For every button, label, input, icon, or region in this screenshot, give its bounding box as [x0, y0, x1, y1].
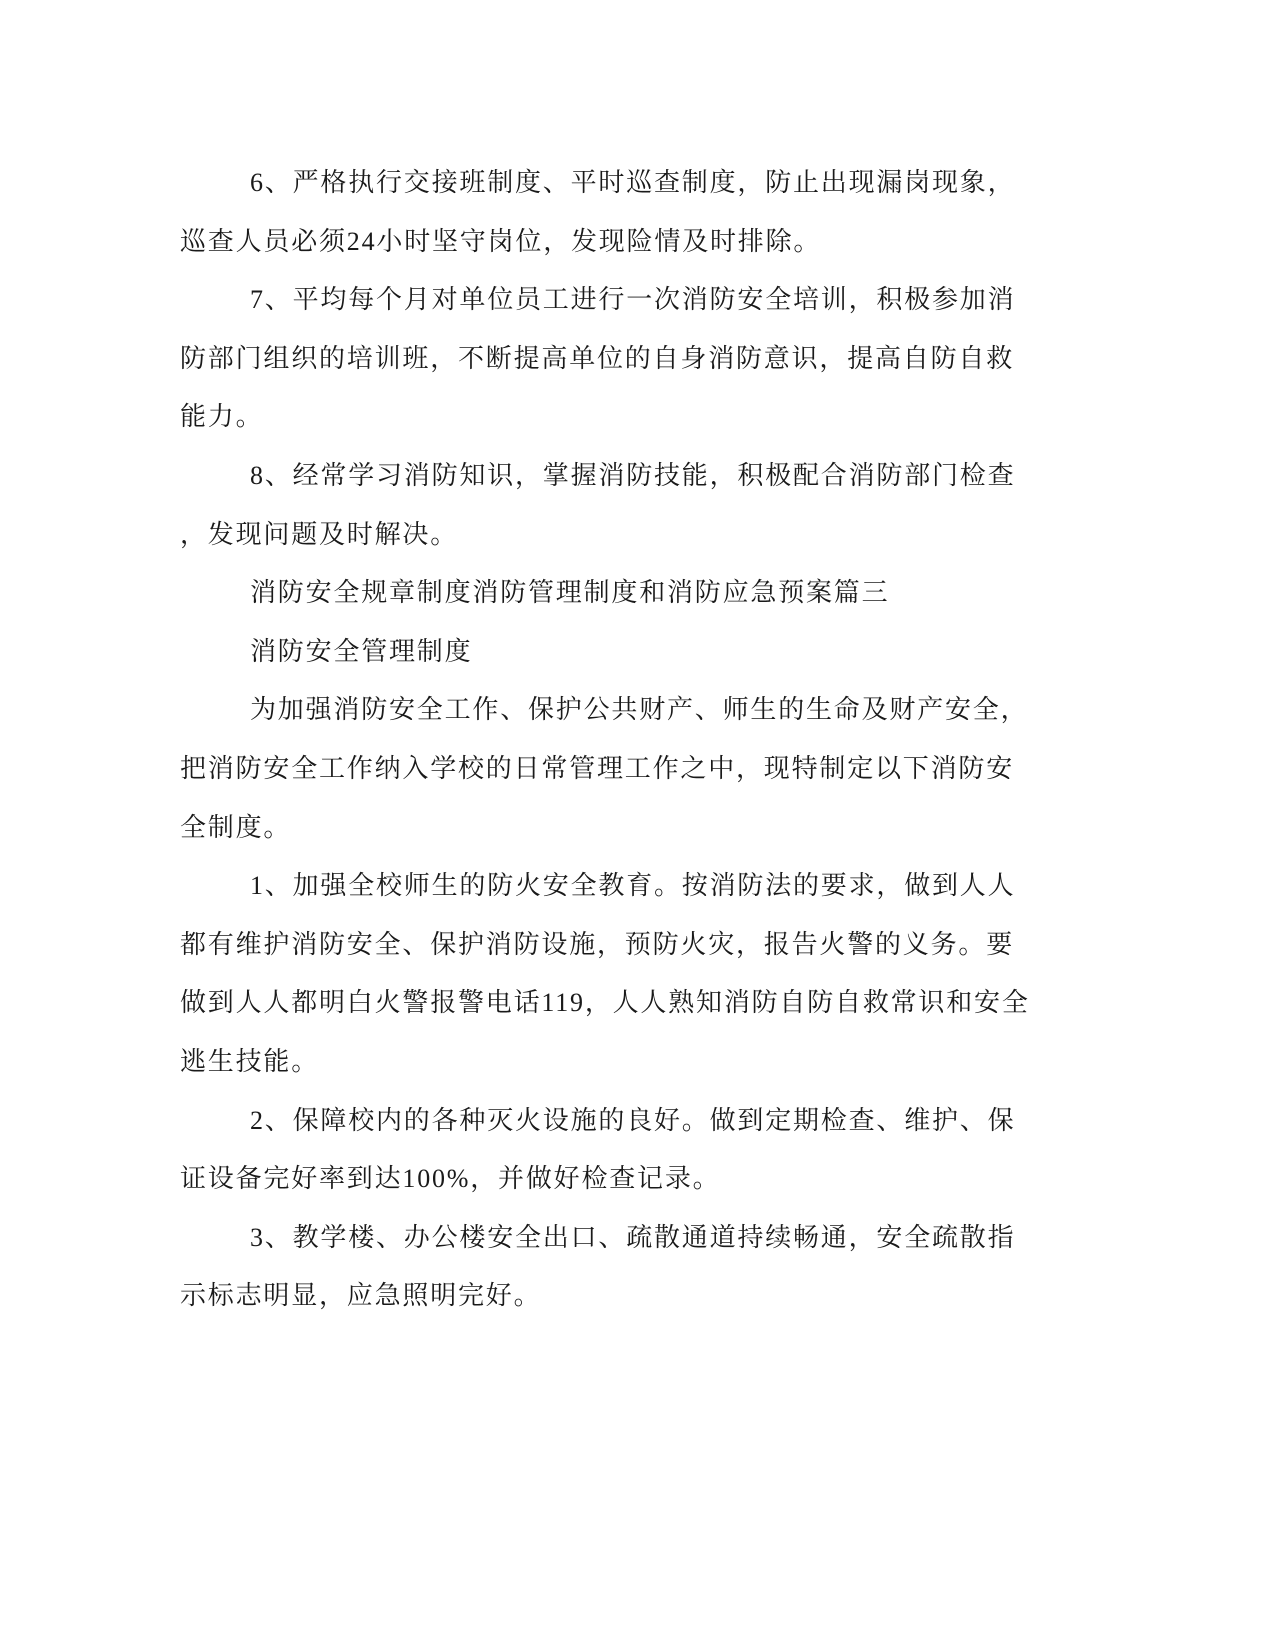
text-line: 示标志明显，应急照明完好。 — [180, 1281, 542, 1311]
paragraph-intro — [180, 681, 1080, 857]
text-line: 全制度。 — [180, 812, 292, 842]
text-line: 证设备完好率到达100%，并做好检查记录。 — [180, 1164, 721, 1194]
text-line: 为加强消防安全工作、保护公共财产、师生的生命及财产安全， — [250, 695, 1029, 725]
paragraph-item-6 — [180, 154, 1080, 271]
paragraph-item-3 — [180, 1209, 1080, 1326]
paragraph-item-7 — [180, 271, 1080, 447]
text-line: ，发现问题及时解决。 — [180, 519, 459, 549]
paragraph-item-2 — [180, 1092, 1080, 1209]
subsection-title — [180, 623, 1080, 682]
text-line: 2、保障校内的各种灭火设施的良好。做到定期检查、维护、保 — [250, 1105, 1016, 1135]
text-line: 能力。 — [180, 402, 264, 432]
subsection-title-text: 消防安全管理制度 — [250, 636, 473, 666]
text-line: 8、经常学习消防知识，掌握消防技能，积极配合消防部门检查 — [250, 460, 1016, 490]
text-line: 做到人人都明白火警报警电话119，人人熟知消防自防自救常识和安全 — [180, 988, 1030, 1018]
section-title-text: 消防安全规章制度消防管理制度和消防应急预案篇三 — [250, 578, 890, 608]
text-line: 1、加强全校师生的防火安全教育。按消防法的要求，做到人人 — [250, 871, 1016, 901]
section-title — [180, 564, 1080, 623]
text-line: 7、平均每个月对单位员工进行一次消防安全培训，积极参加消 — [250, 285, 1016, 315]
paragraph-item-1 — [180, 857, 1080, 1091]
text-line: 6、严格执行交接班制度、平时巡查制度，防止出现漏岗现象， — [250, 168, 1016, 197]
paragraph-item-8 — [180, 447, 1080, 564]
text-line: 巡查人员必须24小时坚守岗位，发现险情及时排除。 — [180, 226, 822, 256]
text-line: 都有维护消防安全、保护消防设施，预防火灾，报告火警的义务。要 — [180, 929, 1015, 959]
text-line: 3、教学楼、办公楼安全出口、疏散通道持续畅通，安全疏散指 — [250, 1222, 1016, 1252]
text-line: 把消防安全工作纳入学校的日常管理工作之中，现特制定以下消防安 — [180, 753, 1015, 783]
text-line: 防部门组织的培训班，不断提高单位的自身消防意识，提高自防自救 — [180, 343, 1015, 373]
document-body — [180, 154, 1080, 1326]
text-line: 逃生技能。 — [180, 1046, 320, 1076]
